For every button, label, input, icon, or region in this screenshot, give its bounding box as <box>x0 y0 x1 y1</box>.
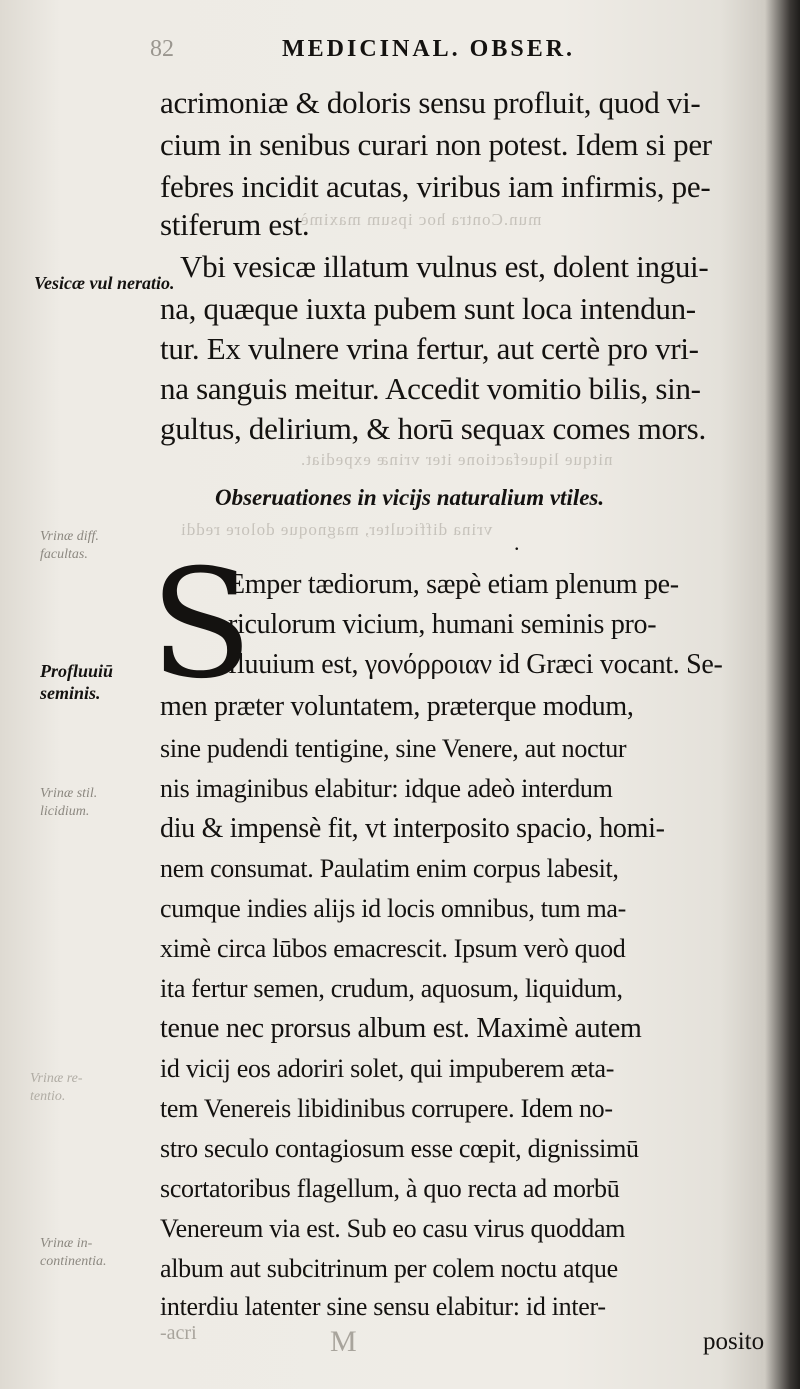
text-line: na, quæque iuxta pubem sunt loca intendun- <box>160 291 696 326</box>
text-line: tem Venereis libidinibus corrupere. Idem no- <box>160 1094 613 1123</box>
text-line: tur. Ex vulnere vrina fertur, aut certè pro vri- <box>160 331 699 366</box>
text-line: id vicij eos adoriri solet, qui impuberem æta- <box>160 1054 615 1083</box>
text-line: riculorum vicium, humani seminis pro- <box>228 609 657 640</box>
margin-bleed-through: Vrinæ in- continentia. <box>40 1236 107 1269</box>
text-line: Vbi vesicæ illatum vulnus est, dolent ingui- <box>180 249 709 284</box>
text-line: cium in senibus curari non potest. Idem si per <box>160 127 712 162</box>
drop-cap: S <box>150 538 253 712</box>
text-line: na sanguis meitur. Accedit vomitio bilis, sin- <box>160 371 701 406</box>
text-line: album aut subcitrinum per colem noctu atque <box>160 1254 618 1283</box>
text-line: ita fertur semen, crudum, aquosum, liquidum, <box>160 974 623 1003</box>
text-line: acrimoniæ & doloris sensu profluit, quod vi- <box>160 85 701 120</box>
text-line: scortatoribus flagellum, à quo recta ad morbū <box>160 1174 620 1203</box>
bleed-through-text: vrina difficulter, magnoque dolore reddi <box>180 520 493 539</box>
text-line: fluuium est, γονόρροιαν id Græci vocant. Se- <box>228 649 723 680</box>
text-line: interdiu latenter sine sensu elabitur: id inter- <box>160 1292 606 1321</box>
ornament-dot: . <box>514 530 520 555</box>
text-line: gultus, delirium, & horū sequax comes mors. <box>160 411 706 446</box>
bleed-through-text: -acri <box>160 1322 197 1344</box>
catchword: posito <box>703 1328 765 1355</box>
margin-bleed-through: Vrinæ stil. licidium. <box>40 786 98 819</box>
margin-bleed-through: Vrinæ diff. facultas. <box>40 529 99 562</box>
page-number: 82 <box>150 36 174 62</box>
text-line: nem consumat. Paulatim enim corpus labesit, <box>160 854 619 883</box>
text-line: men præter voluntatem, præterque modum, <box>160 691 634 722</box>
running-head: MEDICINAL. OBSER. <box>282 36 576 62</box>
text-line: ximè circa lūbos emacrescit. Ipsum verò quod <box>160 934 626 963</box>
text-line: sine pudendi tentigine, sine Venere, aut noctur <box>160 734 627 763</box>
text-line: Emper tædiorum, sæpè etiam plenum pe- <box>228 569 679 600</box>
margin-bleed-through: Vrinæ re- tentio. <box>30 1071 83 1104</box>
signature-mark: M <box>330 1325 357 1358</box>
text-line: tenue nec prorsus album est. Maximè autem <box>160 1013 642 1044</box>
text-line: nis imaginibus elabitur: idque adeò interdum <box>160 774 613 803</box>
bleed-through-text: mun.Contra hoc ipsum maximè <box>300 210 542 229</box>
margin-note-profluuium: Profluuiū seminis. <box>40 661 114 703</box>
margin-note-vesicae: Vesicæ vul neratio. <box>34 273 175 293</box>
text-line: diu & impensè fit, vt interposito spacio, homi- <box>160 813 665 844</box>
text-line: Venereum via est. Sub eo casu virus quoddam <box>160 1214 626 1243</box>
text-line: febres incidit acutas, viribus iam infirmis, pe- <box>160 169 711 204</box>
section-heading: Obseruationes in vicijs naturalium vtiles. <box>215 485 605 510</box>
text-line: cumque indies alijs id locis omnibus, tum ma- <box>160 894 627 923</box>
text-line: stiferum est. <box>160 207 310 242</box>
bleed-through-text: nitque liquefactione iter vrinæ expediat. <box>300 450 613 469</box>
text-line: stro seculo contagiosum esse cœpit, dignissimū <box>160 1134 639 1163</box>
